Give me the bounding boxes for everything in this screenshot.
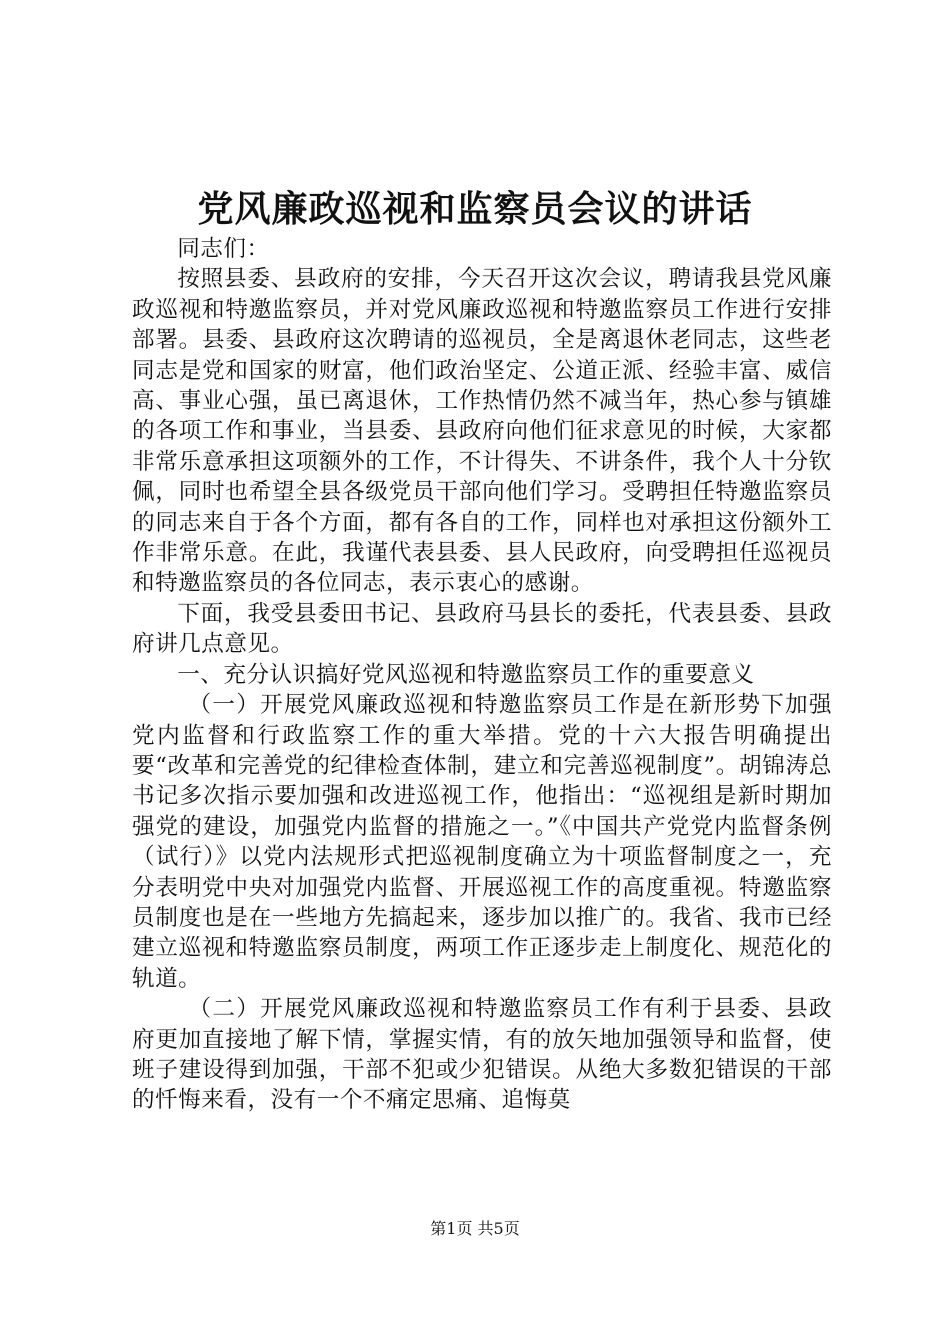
page-number-footer: 第1页 共5页 [430, 1219, 520, 1238]
body-paragraph: 下面，我受县委田书记、县政府马县长的委托，代表县委、县政府讲几点意见。 [132, 600, 832, 658]
salutation-paragraph: 同志们： [177, 236, 270, 262]
body-paragraph: （二）开展党风廉政巡视和特邀监察员工作有利于县委、县政府更加直接地了解下情，掌握实情，有的放矢地加强领导和监督，使班子建设得到加强，干部不犯或少犯错误。从绝大多数犯错误的干部的忏悔来看，没有一个不痛定思痛、追悔莫 [132, 996, 832, 1114]
body-paragraph: 按照县委、县政府的安排，今天召开这次会议，聘请我县党风廉政巡视和特邀监察员，并对党风廉政巡视和特邀监察员工作进行安排部署。县委、县政府这次聘请的巡视员，全是离退休老同志，这些老同志是党和国家的财富，他们政治坚定、公道正派、经验丰富、威信高、事业心强，虽已离退休，工作热情仍然不减当年，热心参与镇雄的各项工作和事业，当县委、县政府向他们征求意见的时候，大家都非常乐意承担这项额外的工作，不计得失、不讲条件，我个人十分钦佩，同时也希望全县各级党员干部向他们学习。受聘担任特邀监察员的同志来自于各个方面，都有各自的工作，同样也对承担这份额外工作非常乐意。在此，我谨代表县委、县人民政府，向受聘担任巡视员和特邀监察员的各位同志，表示衷心的感谢。 [132, 266, 832, 597]
document-title: 党风廉政巡视和监察员会议的讲话 [197, 188, 753, 230]
document-body [132, 234, 832, 1116]
body-paragraph: （一）开展党风廉政巡视和特邀监察员工作是在新形势下加强党内监督和行政监察工作的重大举措。党的十六大报告明确提出要“改革和完善党的纪律检查体制，建立和完善巡视制度”。胡锦涛总书记多次指示要加强和改进巡视工作，他指出：“巡视组是新时期加强党的建设，加强党内监督的措施之一。”《中国共产党党内监督条例（试行）》以党内法规形式把巡视制度确立为十项监督制度之一，充分表明党中央对加强党内监督、开展巡视工作的高度重视。特邀监察员制度也是在一些地方先搞起来，逐步加以推广的。我省、我市已经建立巡视和特邀监察员制度，两项工作正逐步走上制度化、规范化的轨道。 [132, 692, 832, 992]
section-heading: 一、充分认识搞好党风巡视和特邀监察员工作的重要意义 [177, 661, 755, 688]
